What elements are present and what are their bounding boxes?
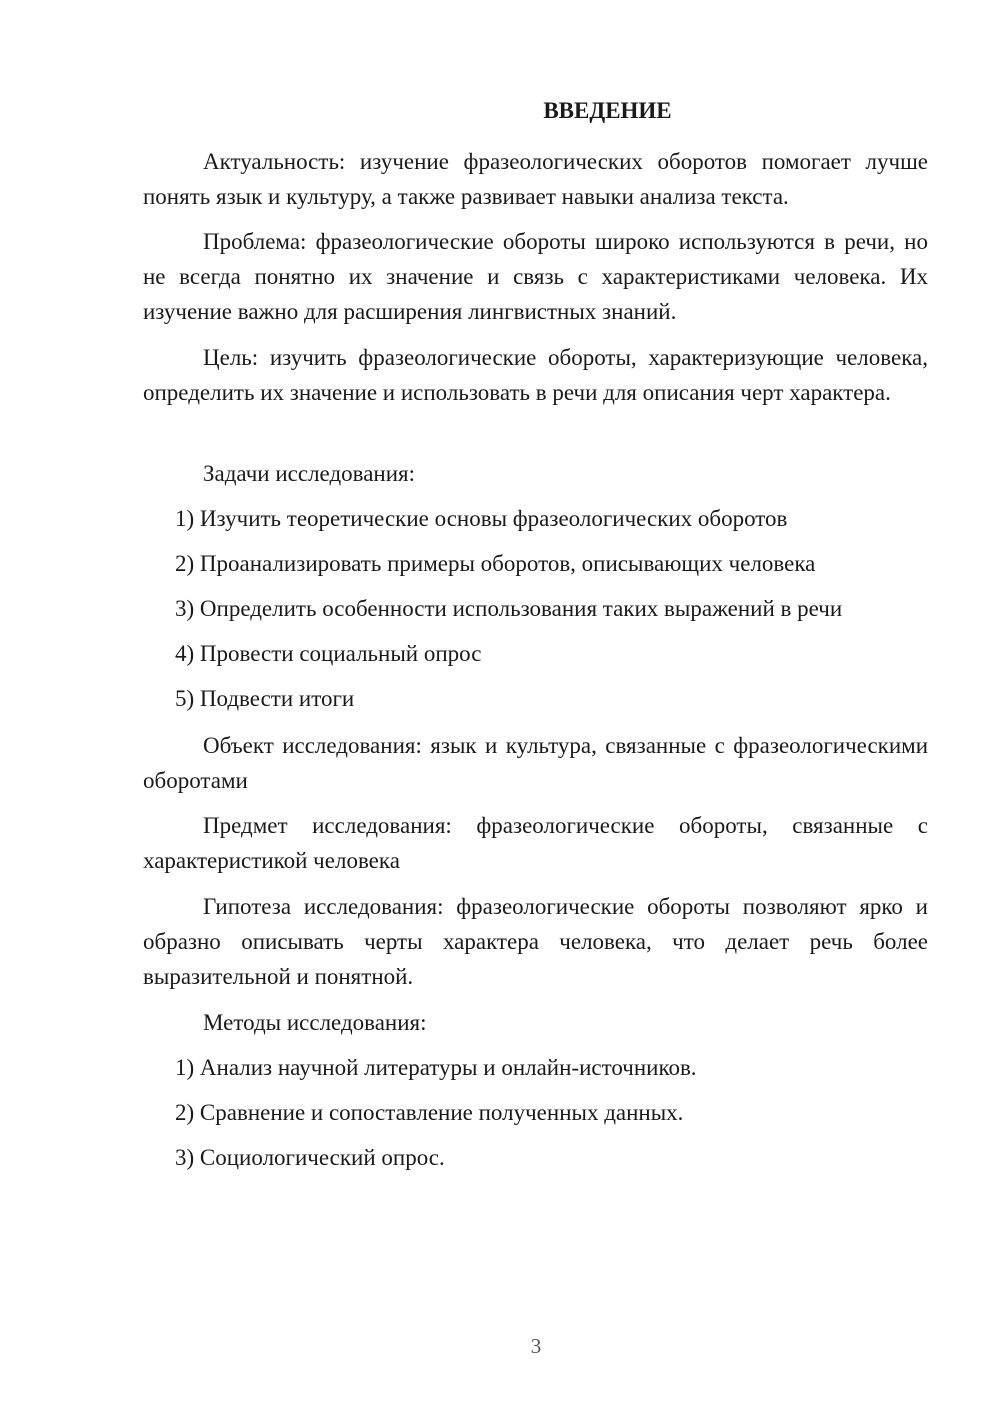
method-item: 1) Анализ научной литературы и онлайн-источников. [175, 1055, 697, 1080]
page-number [36, 1333, 1000, 1359]
paragraph-subject: Предмет исследования: фразеологические обороты, связанные с характеристикой человека [143, 813, 928, 873]
task-item: 3) Определить особенности использования таких выражений в речи [175, 596, 843, 621]
paragraph-object: Объект исследования: язык и культура, связанные с фразеологическими оборотами [143, 733, 928, 793]
task-item: 4) Провести социальный опрос [175, 641, 482, 666]
paragraph-problem: Проблема: фразеологические обороты широко используются в речи, но не всегда понятно их значение и связь с характеристиками человека. Их изучение важно для расширения лингвистных знаний. [143, 229, 928, 324]
paragraph-goal: Цель: изучить фразеологические обороты, характеризующие человека, определить их значение и использовать в речи для описания черт характера. [143, 345, 928, 405]
document-title-text: ВВЕДЕНИЕ [543, 98, 672, 123]
methods-heading: Методы исследования: [203, 1010, 427, 1035]
paragraph-actuality: Актуальность: изучение фразеологических оборотов помогает лучше понять язык и культуру, а также развивает навыки анализа текста. [143, 149, 928, 209]
paragraph-hypothesis: Гипотеза исследования: фразеологические обороты позволяют ярко и образно описывать черты характера человека, что делает речь более выразительной и понятной. [143, 894, 928, 989]
task-item: 2) Проанализировать примеры оборотов, описывающих человека [175, 551, 816, 576]
task-item: 1) Изучить теоретические основы фразеологических оборотов [175, 506, 788, 531]
task-item: 5) Подвести итоги [175, 686, 355, 711]
document-title [72, 97, 1000, 125]
page-number-text: 3 [530, 1334, 542, 1358]
method-item: 3) Социологический опрос. [175, 1145, 445, 1170]
method-item: 2) Сравнение и сопоставление полученных данных. [175, 1100, 684, 1125]
tasks-heading: Задачи исследования: [203, 461, 416, 486]
